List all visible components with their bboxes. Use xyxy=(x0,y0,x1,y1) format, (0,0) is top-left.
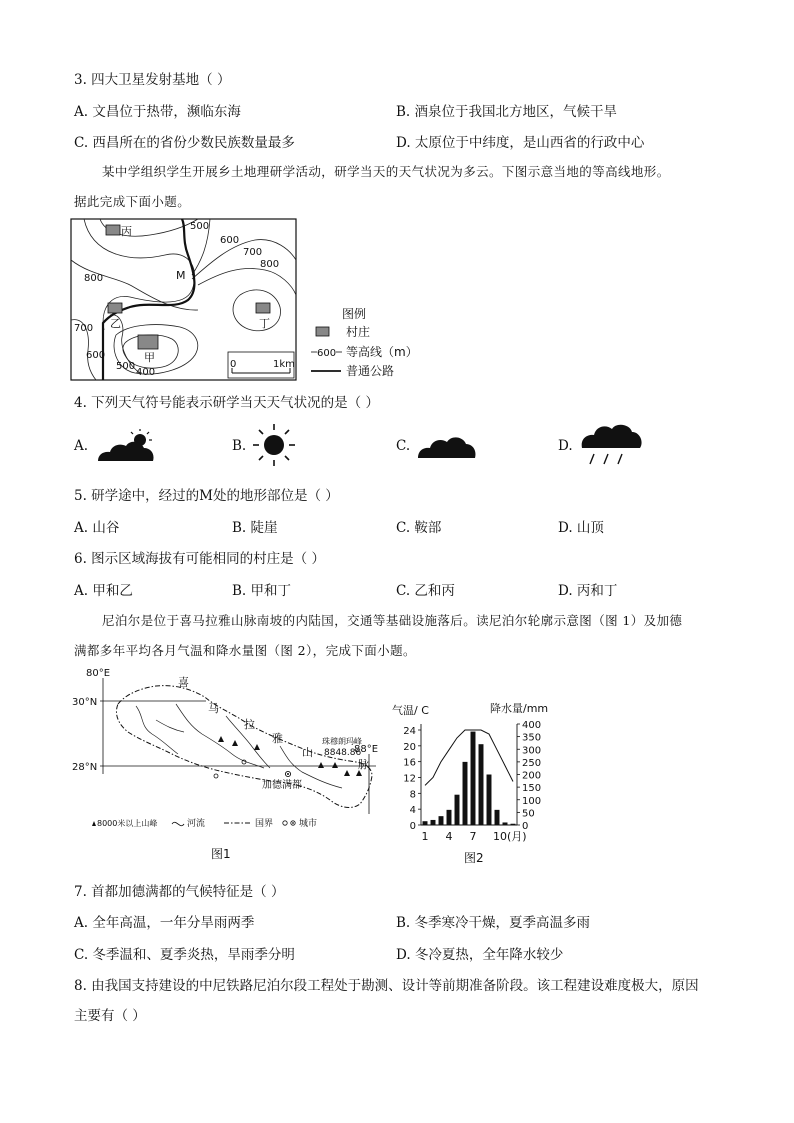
point-m-label: M xyxy=(176,269,186,282)
x-tick-label: 7 xyxy=(469,830,477,843)
fig1-caption: 图1 xyxy=(211,847,231,861)
legend-border: 国界 xyxy=(255,819,274,829)
precip-tick-label: 100 xyxy=(522,795,542,807)
temp-axis-label: 气温/ C xyxy=(392,704,429,717)
peak-marker xyxy=(332,762,338,768)
q3-option-d: D. 太原位于中纬度，是山西省的行政中心 xyxy=(396,135,645,151)
fig2-caption: 图2 xyxy=(464,851,484,865)
climate-chart xyxy=(390,700,580,868)
legend-road: 普通公路 xyxy=(346,364,395,378)
range-char: 雅 xyxy=(272,732,283,745)
legend-city: 城市 xyxy=(299,819,318,829)
peak-marker xyxy=(232,740,238,746)
range-char: 山 xyxy=(302,746,313,759)
city-marker xyxy=(214,774,218,778)
legend-peak: 8000米以上山峰 xyxy=(97,819,158,828)
q3-option-b: B. 酒泉位于我国北方地区，气候干旱 xyxy=(396,104,618,120)
precipitation-bar xyxy=(495,810,500,825)
q6-option-a: A. 甲和乙 xyxy=(74,583,133,599)
precipitation-bar xyxy=(487,775,492,826)
contour-label: 600 xyxy=(220,235,240,246)
precip-axis-label: 降水量/mm xyxy=(490,702,549,715)
legend-village-swatch xyxy=(316,327,329,336)
village-ding-label: 丁 xyxy=(259,317,270,330)
q4-label-d: D. xyxy=(558,438,573,454)
q3-stem: 3. 四大卫星发射基地（ ） xyxy=(74,72,231,88)
national-border xyxy=(116,686,372,808)
temp-tick-label: 12 xyxy=(403,773,416,785)
q3-option-c: C. 西昌所在的省份少数民族数量最多 xyxy=(74,135,295,151)
q7-option-c: C. 冬季温和、夏季炎热，旱雨季分明 xyxy=(74,947,295,963)
lat-30-label: 30°N xyxy=(72,697,98,708)
legend-river: 河流 xyxy=(187,819,206,829)
precipitation-bar xyxy=(447,810,452,825)
range-char: 脉 xyxy=(358,758,369,771)
precip-tick-label: 200 xyxy=(522,770,542,782)
q6-option-d: D. 丙和丁 xyxy=(558,583,618,599)
x-tick-label: 10(月) xyxy=(493,830,527,843)
precipitation-bar xyxy=(455,795,460,825)
precipitation-bar xyxy=(463,762,468,825)
contour-label: 800 xyxy=(260,259,280,270)
partly-cloudy-icon xyxy=(96,428,158,464)
contour-label: 500 xyxy=(116,361,136,372)
precip-tick-label: 50 xyxy=(522,808,535,820)
temp-tick-label: 0 xyxy=(409,821,416,832)
sun-icon xyxy=(252,423,296,467)
q7-option-a: A. 全年高温，一年分旱雨两季 xyxy=(74,915,255,931)
legend-village: 村庄 xyxy=(346,325,371,339)
q6-stem: 6. 图示区域海拔有可能相同的村庄是（ ） xyxy=(74,551,325,567)
temp-tick-label: 8 xyxy=(409,789,416,801)
precipitation-bar xyxy=(431,820,436,825)
q6-option-b: B. 甲和丁 xyxy=(232,583,292,599)
lat-28-label: 28°N xyxy=(72,762,98,773)
lon-88-label: 88°E xyxy=(354,744,379,755)
x-tick-label: 1 xyxy=(421,830,429,843)
intro1-line1: 某中学组织学生开展乡土地理研学活动，研学当天的天气状况为多云。下图示意当地的等高线地形。 xyxy=(102,164,670,179)
intro2-line1: 尼泊尔是位于喜马拉雅山脉南坡的内陆国，交通等基础设施落后。读尼泊尔轮廓示意图（图 1）及加德 xyxy=(102,613,683,628)
contour-label: 800 xyxy=(84,273,104,284)
scale-km: 1km xyxy=(273,359,295,370)
temp-tick-label: 16 xyxy=(403,757,416,769)
range-char: 喜 xyxy=(178,676,189,689)
q5-option-b: B. 陡崖 xyxy=(232,520,278,536)
precip-tick-label: 0 xyxy=(522,821,529,832)
scale-zero: 0 xyxy=(230,359,237,370)
q5-option-a: A. 山谷 xyxy=(74,520,120,536)
contour-line xyxy=(192,240,296,279)
village-bing-label: 丙 xyxy=(121,225,132,238)
nepal-map xyxy=(66,664,386,864)
village-jia-label: 甲 xyxy=(144,351,155,364)
precipitation-bar xyxy=(439,816,444,825)
legend-peak-swatch xyxy=(92,821,96,826)
lon-80-label: 80°E xyxy=(86,668,111,679)
rain-cloud-icon xyxy=(578,422,644,468)
q4-label-b: B. xyxy=(232,438,247,454)
x-tick-label: 4 xyxy=(445,830,453,843)
village-yi-label: 乙 xyxy=(110,317,121,330)
legend-contour: 等高线（m） xyxy=(346,345,418,359)
precip-tick-label: 250 xyxy=(522,757,542,769)
contour-label: 700 xyxy=(74,323,94,334)
precip-tick-label: 300 xyxy=(522,745,542,757)
peak-marker xyxy=(218,736,224,742)
precip-tick-label: 350 xyxy=(522,732,542,744)
precipitation-bar xyxy=(503,822,508,825)
village-ding-marker xyxy=(256,303,270,313)
legend-city-swatch xyxy=(283,821,287,825)
peak-marker xyxy=(254,744,260,750)
contour-label: 500 xyxy=(190,221,210,232)
peak-name-label: 珠穆朗玛峰 xyxy=(322,737,362,746)
village-bing-marker xyxy=(106,225,120,235)
q3-option-a: A. 文昌位于热带，濒临东海 xyxy=(74,104,241,120)
precipitation-bar xyxy=(511,824,516,825)
precipitation-bar xyxy=(471,732,476,825)
precipitation-bar xyxy=(479,744,484,825)
peak-marker xyxy=(344,770,350,776)
q6-option-c: C. 乙和丙 xyxy=(396,583,455,599)
intro1-line2: 据此完成下面小题。 xyxy=(74,194,191,209)
temp-tick-label: 20 xyxy=(403,741,416,753)
legend-river-swatch xyxy=(172,822,184,825)
range-char: 马 xyxy=(208,702,219,715)
contour-line xyxy=(71,260,198,310)
range-char: 拉 xyxy=(244,718,255,731)
capital-label: 加德满都 xyxy=(262,780,302,791)
village-yi-marker xyxy=(108,303,122,313)
precipitation-bar xyxy=(423,821,428,825)
intro2-line2: 满都多年平均各月气温和降水量图（图 2），完成下面小题。 xyxy=(74,643,416,658)
contour-label: 600 xyxy=(86,350,106,361)
temperature-curve xyxy=(425,730,513,785)
contour-label: 400 xyxy=(136,367,156,378)
river-line xyxy=(176,704,264,768)
cloud-icon xyxy=(416,430,478,460)
q4-stem: 4. 下列天气符号能表示研学当天天气状况的是（ ） xyxy=(74,395,379,411)
q4-label-c: C. xyxy=(396,438,411,454)
precip-tick-label: 400 xyxy=(522,720,542,731)
q7-option-b: B. 冬季寒冷干燥，夏季高温多雨 xyxy=(396,915,591,931)
peak-height-label: 8848.86 xyxy=(324,748,362,758)
precip-tick-label: 150 xyxy=(522,783,542,795)
temp-tick-label: 4 xyxy=(409,805,416,817)
temp-tick-label: 24 xyxy=(403,726,416,737)
q4-label-a: A. xyxy=(74,438,89,454)
village-jia-marker xyxy=(138,335,158,349)
q7-stem: 7. 首都加德满都的气候特征是（ ） xyxy=(74,884,285,900)
q5-option-d: D. 山顶 xyxy=(558,520,604,536)
q5-option-c: C. 鞍部 xyxy=(396,520,442,536)
legend-contour-sample: 600 xyxy=(317,348,337,359)
river-line xyxy=(156,720,184,732)
q8-line2: 主要有（ ） xyxy=(74,1008,146,1024)
contour-map xyxy=(70,215,430,385)
legend-title: 图例 xyxy=(342,307,367,321)
q5-stem: 5. 研学途中，经过的M处的地形部位是（ ） xyxy=(74,488,339,504)
peak-marker xyxy=(318,762,324,768)
q8-line1: 8. 由我国支持建设的中尼铁路尼泊尔段工程处于勘测、设计等前期准备阶段。该工程建设难度极大，原因 xyxy=(74,978,699,994)
q7-option-d: D. 冬冷夏热，全年降水较少 xyxy=(396,947,564,963)
contour-label: 700 xyxy=(243,247,263,258)
